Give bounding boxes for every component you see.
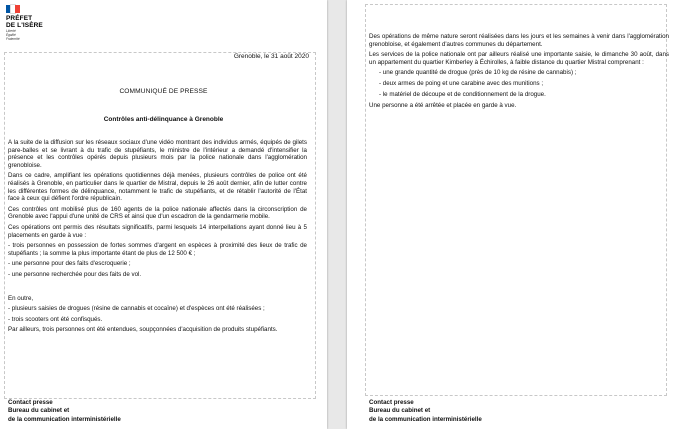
paragraph: En outre, bbox=[8, 294, 34, 302]
document-page-1 bbox=[0, 0, 327, 429]
footer-contact: Contact presse bbox=[8, 399, 53, 406]
paragraph: A la suite de la diffusion sur les réseaux sociaux d'une vidéo montrant des individus armés, équipés de gilets pare-balles et se livrant à du trafic de stupéfiants, le ministre de l'intérieur a demandé d'intensifier la présence et les contrôles opérés depuis plusieurs mois par la police nationale dans l'agglomération grenobloise. bbox=[8, 139, 307, 169]
paragraph: Ces opérations ont permis des résultats significatifs, parmi lesquels 14 interpellations ayant donné lieu à 5 placements en garde à vue : bbox=[8, 223, 307, 239]
list-item: - une personne recherchée pour des faits de vol. bbox=[8, 270, 142, 278]
page-2-body bbox=[369, 33, 669, 113]
paragraph: Une personne a été arrêtée et placée en garde à vue. bbox=[369, 102, 517, 110]
document-subtitle: Contrôles anti-délinquance à Grenoble bbox=[103, 116, 224, 123]
paragraph: Ces contrôles ont mobilisé plus de 160 agents de la police nationale affectés dans la circonscription de Grenoble avec l'appui d'une unité de CRS et ainsi que d'un escadron de la gendarmerie mobile. bbox=[8, 205, 307, 221]
prefecture-logo bbox=[6, 5, 52, 41]
list-item: - deux armes de poing et une carabine avec des munitions ; bbox=[379, 79, 544, 87]
footer-office: Bureau du cabinet et bbox=[369, 407, 431, 415]
page-1-body bbox=[8, 139, 307, 337]
list-item: - le matériel de découpe et de conditionnement de la drogue. bbox=[379, 90, 546, 98]
footer-office: Bureau du cabinet et bbox=[8, 407, 70, 415]
paragraph: Par ailleurs, trois personnes ont été entendues, soupçonnées d'acquisition de produits stupéfiants. bbox=[8, 326, 278, 334]
logo-motto: Liberté Égalité Fraternité bbox=[6, 29, 20, 41]
list-item: - une grande quantité de drogue (près de 10 kg de résine de cannabis) ; bbox=[379, 69, 577, 77]
french-flag-icon bbox=[6, 5, 20, 13]
footer-communication: de la communication interministérielle bbox=[8, 415, 121, 423]
page-1-footer bbox=[8, 399, 121, 424]
page-2-footer bbox=[369, 399, 482, 424]
seizure-list bbox=[369, 69, 669, 98]
logo-line-1: PRÉFET bbox=[6, 15, 33, 22]
list-item: - plusieurs saisies de drogues (résine de cannabis et cocaïne) et d'espèces ont été réalisées ; bbox=[8, 305, 265, 313]
document-title: COMMUNIQUÉ DE PRESSE bbox=[119, 88, 208, 95]
paragraph: Des opérations de même nature seront réalisées dans les jours et les semaines à venir dans l'agglomération grenobloise, et également d'autres communes du département. bbox=[369, 33, 669, 48]
paragraph: Dans ce cadre, amplifiant les opérations quotidiennes déjà menées, plusieurs contrôles de police ont été réalisés à Grenoble, en particulier dans le quartier de Mistral, depuis le 26 août dernier, afin de lutter contre les différentes formes de délinquance, notamment le trafic de stupéfiants, et de rétablir l'autorité de l'État face à ceux qui défient l'ordre républicain. bbox=[8, 172, 307, 203]
paragraph: Les services de la police nationale ont par ailleurs réalisé une importante saisie, le dimanche 30 août, dans un appartement du quartier Kimberley à Échirolles, à faible distance du quartier Mistral comprenant : bbox=[369, 51, 669, 66]
footer-communication: de la communication interministérielle bbox=[369, 415, 482, 423]
document-date: Grenoble, le 31 août 2020 bbox=[233, 53, 309, 60]
list-item: - trois personnes en possession de fortes sommes d'argent en espèces à proximité des lieux de trafic de stupéfiants ; la somme la plus importante étant de plus de 12 500 € ; bbox=[8, 242, 307, 257]
footer-contact: Contact presse bbox=[369, 399, 414, 406]
list-item: - une personne pour des faits d'escroquerie ; bbox=[8, 260, 131, 268]
list-item: - trois scooters ont été confisqués. bbox=[8, 315, 103, 323]
logo-line-2: DE L'ISÈRE bbox=[6, 22, 43, 29]
